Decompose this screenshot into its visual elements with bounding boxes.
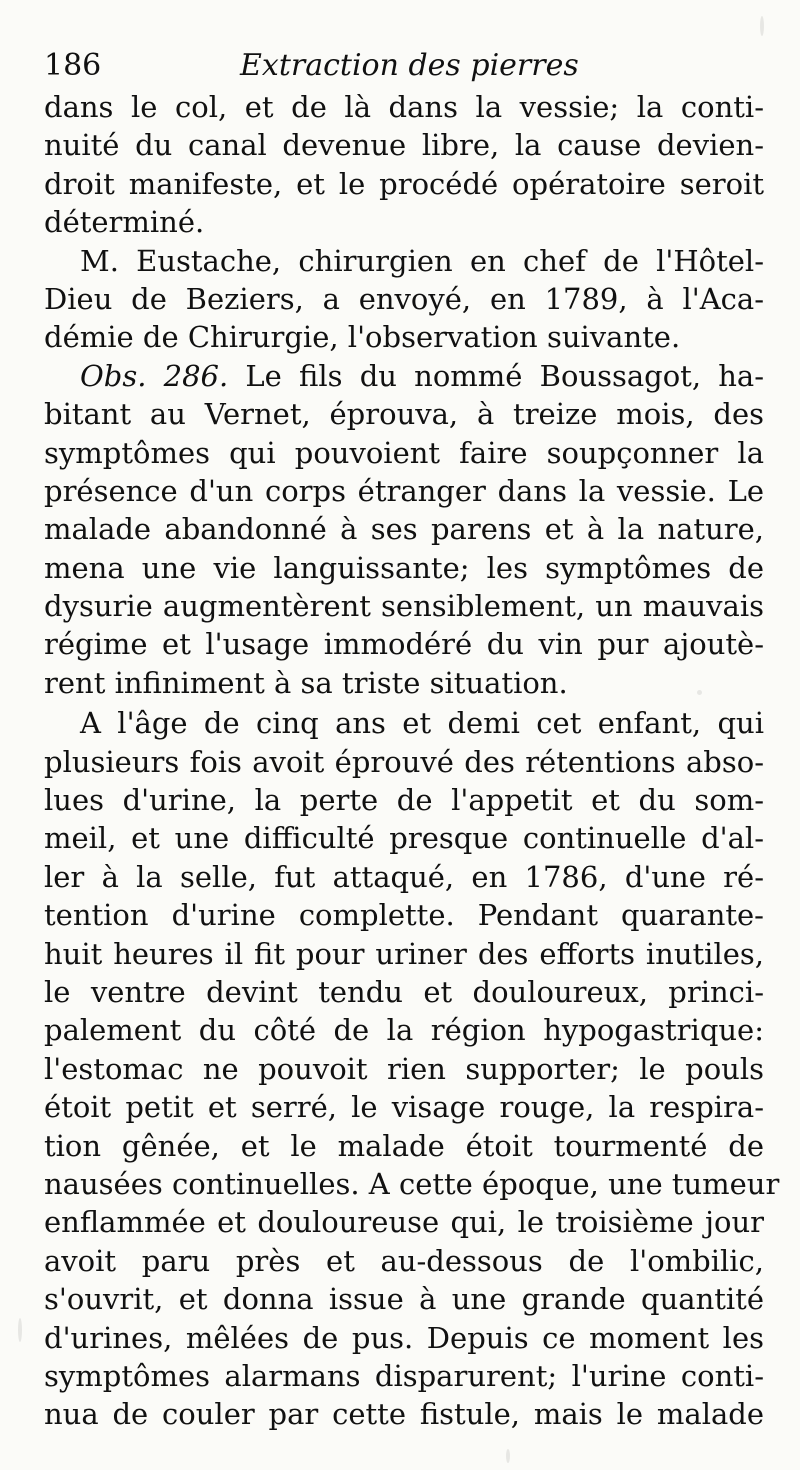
running-head [0,40,800,92]
text-line: avoit paru près et au-dessous de l'ombilic, [44,1243,764,1278]
text-line: déterminé. [44,205,205,240]
text-line: s'ouvrit, et donna issue à une grande quantité [44,1282,764,1317]
text-line: bitant au Vernet, éprouva, à treize mois, des [44,397,764,432]
text-line: lues d'urine, la perte de l'appetit et du som- [44,783,764,818]
text-line: A l'âge de cinq ans et demi cet enfant, qui [80,706,764,741]
text-line: mena une vie languissante; les symptômes de [44,550,764,585]
text-line: nuité du canal devenue libre, la cause devien- [44,128,764,163]
text-line: l'estomac ne pouvoit rien supporter; le pouls [44,1051,764,1086]
text-line: meil, et une difficulté presque continuelle d'al- [44,821,764,856]
page-number: 186 [44,48,102,83]
text-line: nausées continuelles. A cette époque, une tumeur [44,1166,780,1201]
text-line: démie de Chirurgie, l'observation suivante. [44,320,681,355]
paper-speck [760,16,764,36]
text-line: malade abandonné à ses parens et à la nature, [44,512,764,547]
text-line: droit manifeste, et le procédé opératoire seroit [44,166,764,201]
text-line: plusieurs fois avoit éprouvé des rétentions abso- [44,744,764,779]
paper-speck [506,1449,510,1463]
text-line: Dieu de Beziers, a envoyé, en 1789, à l'Aca- [44,281,764,316]
paper-speck [18,1318,22,1342]
text-line: dysurie augmentèrent sensiblement, un mauvais [44,589,764,624]
text-line: d'urines, mêlées de pus. Depuis ce moment les [44,1320,764,1355]
observation-label: Obs. 286. [80,358,229,393]
text-line: régime et l'usage immodéré du vin pur ajoutè- [44,627,764,662]
text-line: présence d'un corps étranger dans la vessie. Le [44,473,764,508]
text-line: symptômes qui pouvoient faire soupçonner la [44,435,764,470]
text-line: ler à la selle, fut attaqué, en 1786, d'une ré- [44,859,764,894]
text-line: huit heures il fit pour uriner des efforts inutiles, [44,936,764,971]
text-line: tion gênée, et le malade étoit tourmenté de [44,1128,764,1163]
text-line: nua de couler par cette fistule, mais le malade [44,1397,764,1432]
running-title: Extraction des pierres [240,48,579,83]
text-line: palement du côté de la région hypogastrique: [44,1013,764,1048]
text-line: M. Eustache, chirurgien en chef de l'Hôtel- [80,243,764,278]
observation-first-line [44,357,764,395]
text-line: le ventre devint tendu et douloureux, princi- [44,974,764,1009]
text-line: tention d'urine complette. Pendant quarante- [44,898,764,933]
paper-speck [697,690,702,695]
text-line: étoit petit et serré, le visage rouge, la respira- [44,1090,764,1125]
text-line: dans le col, et de là dans la vessie; la conti- [44,90,764,124]
body-text [44,88,780,1434]
text-line: rent infiniment à sa triste situation. [44,665,568,700]
observation-first-text: Le fils du nommé Boussagot, ha- [245,358,765,393]
text-line: symptômes alarmans disparurent; l'urine conti- [44,1358,764,1393]
text-line: enflammée et douloureuse qui, le troisième jour [44,1205,764,1240]
